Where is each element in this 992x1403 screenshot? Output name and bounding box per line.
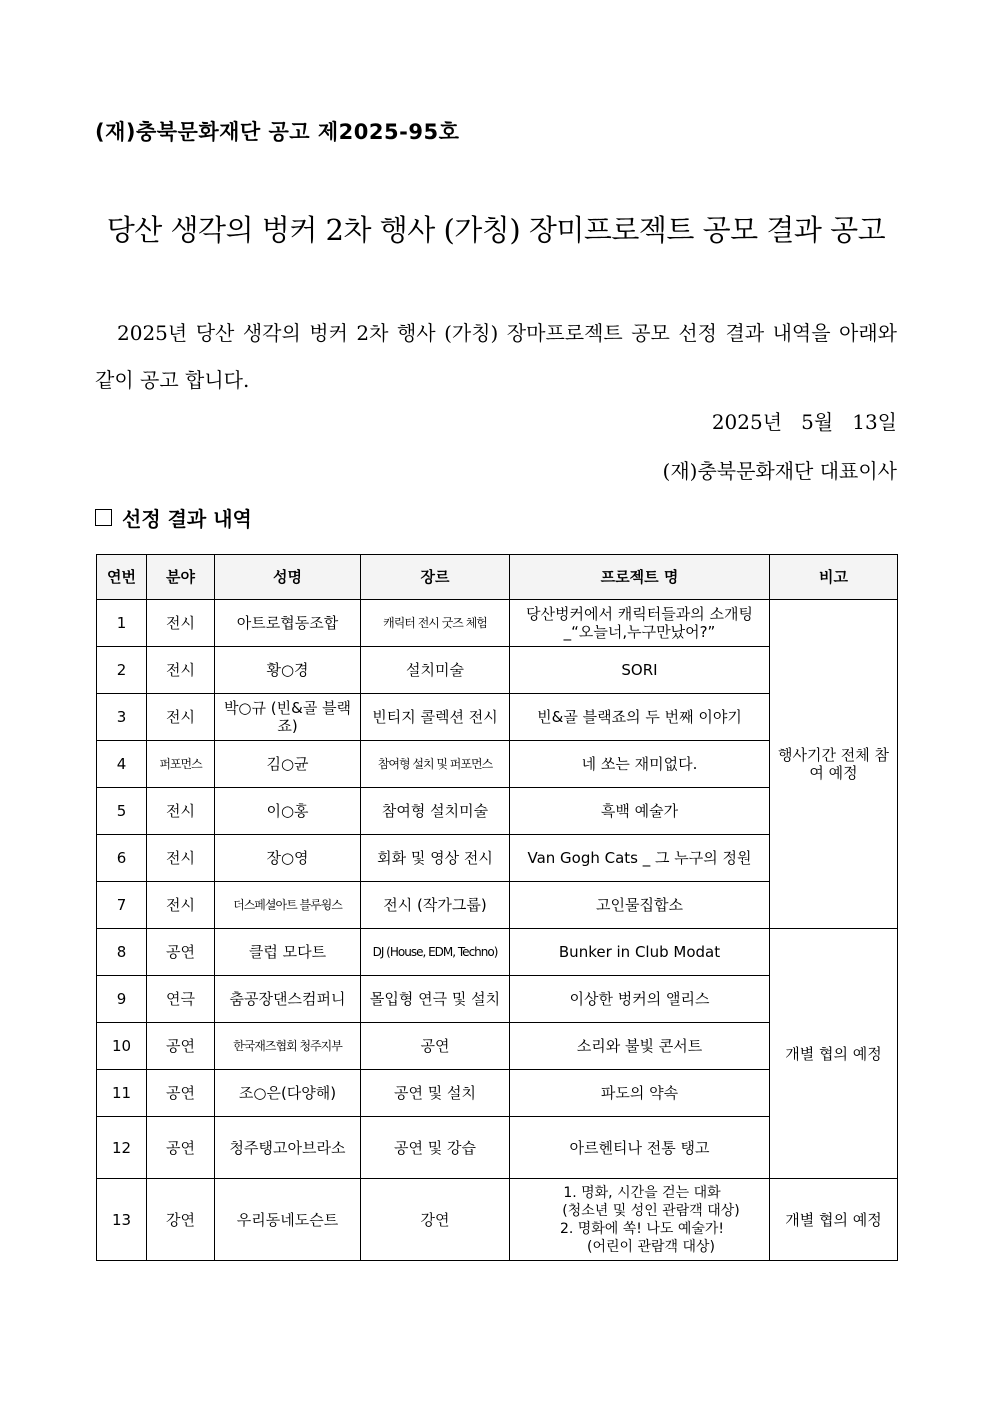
- intro-paragraph: [95, 310, 897, 404]
- cell-field: 공연: [147, 929, 215, 976]
- cell-name: 춤공장댄스컴퍼니: [215, 976, 361, 1023]
- cell-field: 전시: [147, 882, 215, 929]
- cell-no: 9: [97, 976, 147, 1023]
- cell-remark: 개별 협의 예정: [770, 929, 898, 1179]
- cell-no: 8: [97, 929, 147, 976]
- cell-field: 퍼포먼스: [147, 741, 215, 788]
- cell-name: 더스페셜아트 블루윙스: [215, 882, 361, 929]
- cell-no: 5: [97, 788, 147, 835]
- cell-field: 공연: [147, 1070, 215, 1117]
- cell-name: 한국재즈협회 청주지부: [215, 1023, 361, 1070]
- page-title: 당산 생각의 벙커 2차 행사 (가칭) 장미프로젝트 공모 결과 공고: [106, 213, 886, 247]
- cell-field: 전시: [147, 600, 215, 647]
- cell-project: Bunker in Club Modat: [510, 929, 770, 976]
- cell-genre: 회화 및 영상 전시: [361, 835, 510, 882]
- table-row: [97, 929, 898, 976]
- header-name: 성명: [215, 555, 361, 600]
- cell-genre: 공연 및 강습: [361, 1117, 510, 1179]
- project-item-note: (청소년 및 성인 관람객 대상): [562, 1202, 740, 1219]
- checkbox-icon: [95, 509, 112, 526]
- cell-no: 6: [97, 835, 147, 882]
- cell-name: 장○영: [215, 835, 361, 882]
- cell-project: Van Gogh Cats _ 그 누구의 정원: [510, 835, 770, 882]
- cell-genre: 전시 (작가그룹): [361, 882, 510, 929]
- header-no: 연번: [97, 555, 147, 600]
- cell-genre: 설치미술: [361, 647, 510, 694]
- cell-no: 3: [97, 694, 147, 741]
- cell-project: SORI: [510, 647, 770, 694]
- cell-name: 황○경: [215, 647, 361, 694]
- cell-name: 박○규 (빈&골 블랙죠): [215, 694, 361, 741]
- cell-name: 이○홍: [215, 788, 361, 835]
- cell-no: 1: [97, 600, 147, 647]
- cell-no: 4: [97, 741, 147, 788]
- cell-name: 아트로협동조합: [215, 600, 361, 647]
- cell-field: 전시: [147, 835, 215, 882]
- project-item: 1. 명화, 시간을 걷는 대화: [563, 1184, 721, 1201]
- cell-project: 네 쏘는 재미없다.: [510, 741, 770, 788]
- cell-name: 김○균: [215, 741, 361, 788]
- table-row: [97, 1179, 898, 1261]
- cell-field: 전시: [147, 788, 215, 835]
- cell-no: 10: [97, 1023, 147, 1070]
- header-genre: 장르: [361, 555, 510, 600]
- project-item-note: (어린이 관람객 대상): [586, 1238, 716, 1255]
- section-title: 선정 결과 내역: [122, 507, 252, 531]
- cell-project: 파도의 약속: [510, 1070, 770, 1117]
- cell-field: 강연: [147, 1179, 215, 1261]
- cell-field: 전시: [147, 694, 215, 741]
- cell-genre: DJ (House, EDM, Techno): [361, 929, 510, 976]
- cell-project: [510, 1179, 770, 1261]
- cell-project: 소리와 불빛 콘서트: [510, 1023, 770, 1070]
- cell-remark: 개별 협의 예정: [770, 1179, 898, 1261]
- cell-genre: 참여형 설치 및 퍼포먼스: [361, 741, 510, 788]
- cell-no: 13: [97, 1179, 147, 1261]
- intro-text: 2025년 당산 생각의 벙커 2차 행사 (가칭) 장마프로젝트 공모 선정 결과 내역을 아래와 같이 공고 합니다.: [95, 321, 897, 392]
- project-item: 2. 명화에 쏙! 나도 예술가!: [559, 1220, 725, 1237]
- cell-name: 조○은(다양해): [215, 1070, 361, 1117]
- cell-genre: 공연 및 설치: [361, 1070, 510, 1117]
- cell-project: 고인물집합소: [510, 882, 770, 929]
- cell-name: 클럽 모다트: [215, 929, 361, 976]
- cell-field: 전시: [147, 647, 215, 694]
- results-table: [96, 554, 898, 1261]
- notice-date: 2025년 5월 13일: [711, 410, 897, 434]
- cell-no: 11: [97, 1070, 147, 1117]
- cell-project: 빈&골 블랙죠의 두 번째 이야기: [510, 694, 770, 741]
- cell-field: 공연: [147, 1023, 215, 1070]
- cell-genre: 강연: [361, 1179, 510, 1261]
- cell-genre: 캐릭터 전시 굿즈 체험: [361, 600, 510, 647]
- table-row: [97, 600, 898, 647]
- notice-number: (재)충북문화재단 공고 제2025-95호: [95, 120, 460, 144]
- cell-remark: 행사기간 전체 참여 예정: [770, 600, 898, 929]
- cell-genre: 참여형 설치미술: [361, 788, 510, 835]
- header-field: 분야: [147, 555, 215, 600]
- header-project: 프로젝트 명: [510, 555, 770, 600]
- table-header-row: [97, 555, 898, 600]
- cell-project: 이상한 벙커의 앨리스: [510, 976, 770, 1023]
- cell-field: 연극: [147, 976, 215, 1023]
- section-heading: [95, 503, 252, 532]
- cell-name: 우리동네도슨트: [215, 1179, 361, 1261]
- cell-genre: 공연: [361, 1023, 510, 1070]
- cell-project: 당산벙커에서 캐릭터들과의 소개팅 _“오늘너,누구만났어?”: [510, 600, 770, 647]
- cell-project: 흑백 예술가: [510, 788, 770, 835]
- cell-name: 청주탱고아브라소: [215, 1117, 361, 1179]
- cell-project: 아르헨티나 전통 탱고: [510, 1117, 770, 1179]
- cell-no: 2: [97, 647, 147, 694]
- cell-no: 12: [97, 1117, 147, 1179]
- cell-no: 7: [97, 882, 147, 929]
- signatory: (재)충북문화재단 대표이사: [662, 459, 897, 483]
- cell-genre: 몰입형 연극 및 설치: [361, 976, 510, 1023]
- cell-genre: 빈티지 콜렉션 전시: [361, 694, 510, 741]
- header-remark: 비고: [770, 555, 898, 600]
- cell-field: 공연: [147, 1117, 215, 1179]
